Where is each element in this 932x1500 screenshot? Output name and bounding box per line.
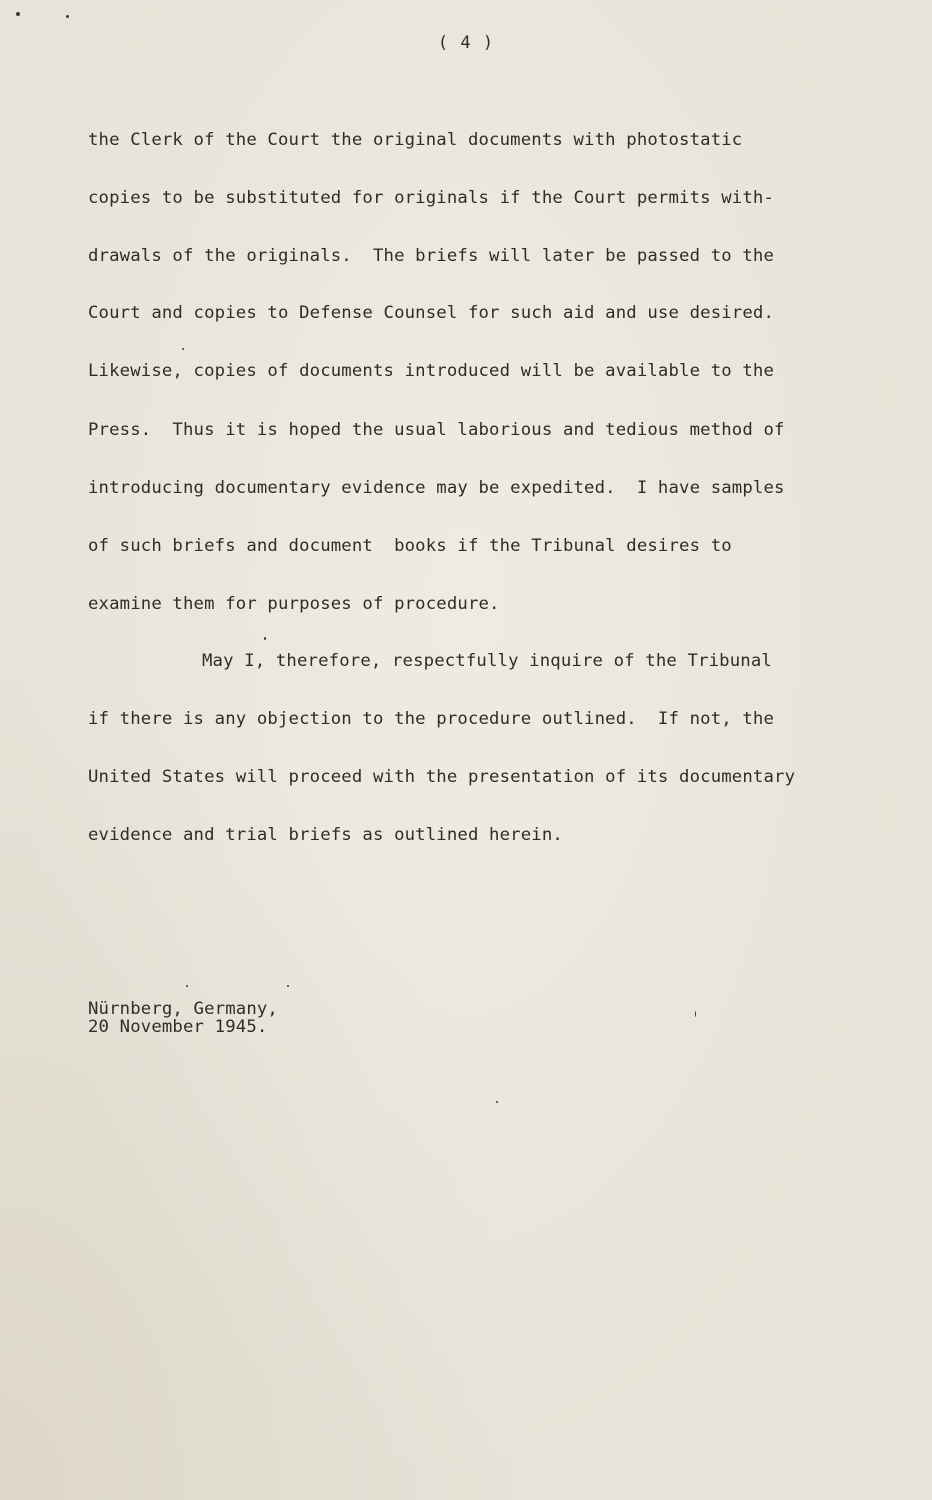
paper-speck (66, 15, 69, 18)
paper-speck (496, 1101, 498, 1103)
page-number: ( 4 ) (437, 33, 495, 53)
paper-speck (182, 348, 184, 350)
paper-speck (186, 985, 188, 987)
body-line-10: May I, therefore, respectfully inquire of the Tribunal (202, 651, 772, 671)
body-line-6: Press. Thus it is hoped the usual laborious and tedious method of (88, 420, 785, 440)
body-line-13: evidence and trial briefs as outlined herein. (88, 825, 563, 845)
signature-date: 20 November 1945. (88, 1017, 268, 1037)
paper-speck (287, 985, 289, 987)
body-line-11: if there is any objection to the procedure outlined. If not, the (88, 709, 775, 729)
body-line-2: copies to be substituted for originals if the Court permits with- (88, 188, 775, 208)
body-line-4: Court and copies to Defense Counsel for such aid and use desired. (88, 303, 775, 323)
paper-speck (16, 12, 20, 16)
body-line-9: examine them for purposes of procedure. (88, 594, 500, 614)
body-line-7: introducing documentary evidence may be expedited. I have samples (88, 478, 785, 498)
body-line-12: United States will proceed with the presentation of its documentary (88, 767, 796, 787)
body-line-8: of such briefs and document books if the Tribunal desires to (88, 536, 732, 556)
body-line-3: drawals of the originals. The briefs will later be passed to the (88, 246, 775, 266)
body-line-1: the Clerk of the Court the original documents with photostatic (88, 130, 743, 150)
paper-speck (264, 637, 266, 640)
body-line-5: Likewise, copies of documents introduced will be available to the (88, 361, 775, 381)
paper-speck (695, 1011, 696, 1017)
signature-place: Nürnberg, Germany, (88, 999, 278, 1019)
